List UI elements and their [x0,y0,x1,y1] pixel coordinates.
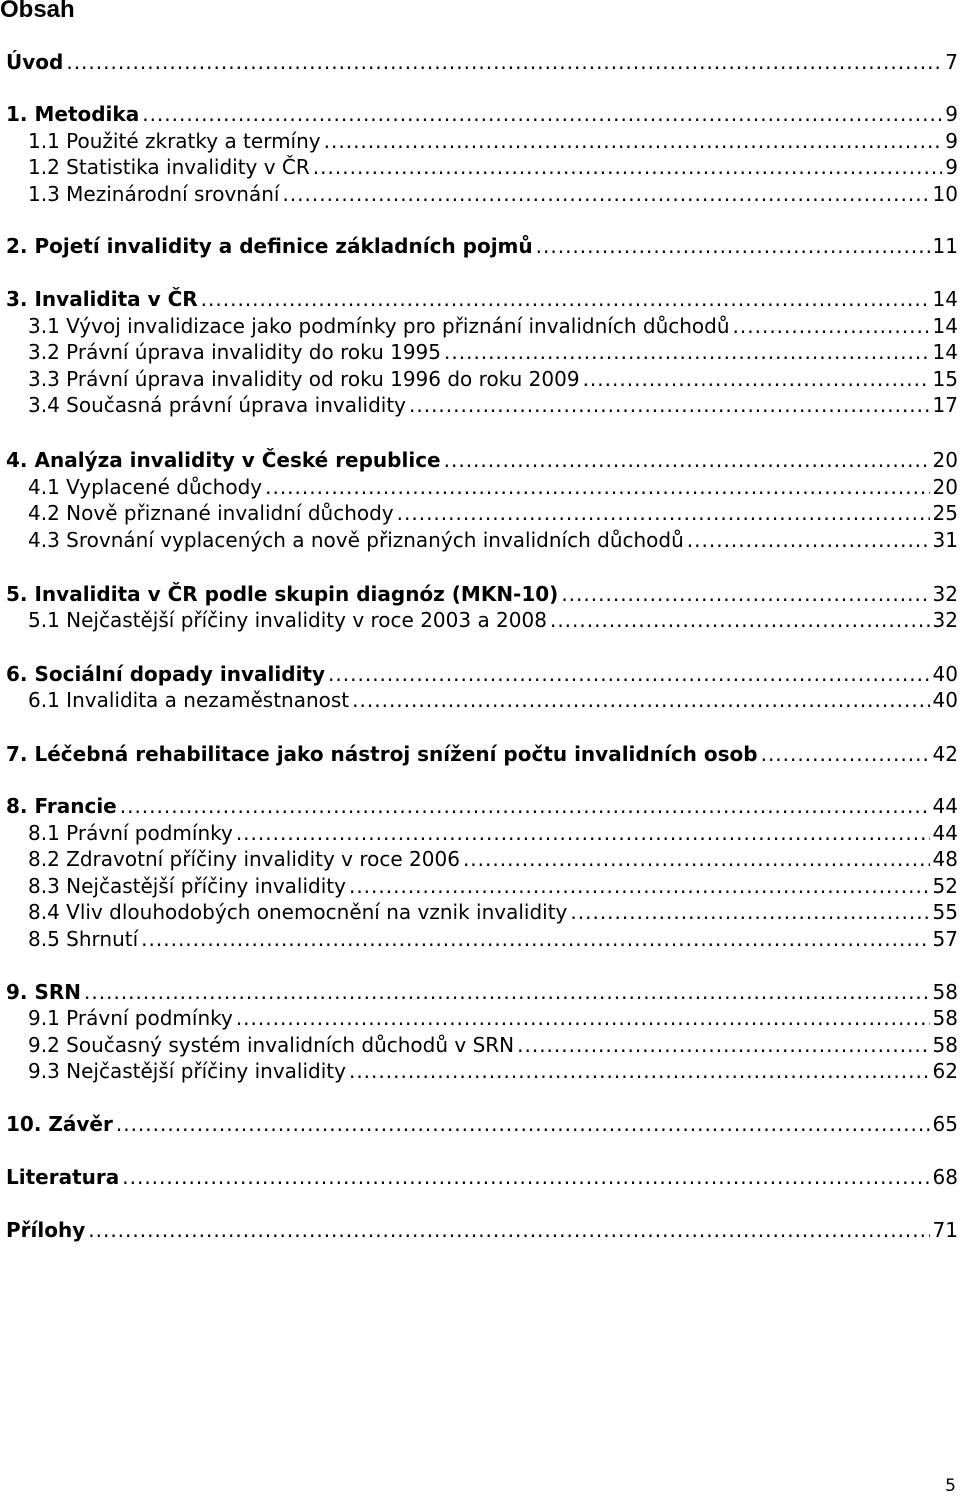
toc-entry-page: 42 [932,742,958,766]
toc-entry-page: 10 [932,182,958,206]
toc-entry-page: 48 [932,847,958,871]
toc-leader [313,154,942,180]
toc-entry-page: 17 [932,393,958,417]
toc-entry-label: 2. Pojetí invalidity a definice základních pojmů [6,234,533,258]
toc-entry-page: 32 [932,582,958,606]
toc-leader [265,474,929,500]
toc-entry-page: 25 [932,501,958,525]
toc-entry-8-1[interactable] [28,820,958,846]
toc-entry-label: 8. Francie [6,794,117,818]
toc-entry-literatura[interactable] [6,1164,958,1190]
toc-leader [397,500,930,526]
toc-leader [444,339,930,365]
toc-entry-label: 1.2 Statistika invalidity v ČR [28,155,310,179]
toc-entry-label: 5.1 Nejčastější příčiny invalidity v roce 2003 a 2008 [28,608,547,632]
toc-entry-3-3[interactable] [28,366,958,392]
toc-entry-label: 7. Léčebná rehabilitace jako nástroj snížení počtu invalidních osob [6,742,758,766]
toc-entry-label: 1.1 Použité zkratky a termíny [28,129,321,153]
toc-leader [236,820,930,846]
toc-entry-page: 20 [932,475,958,499]
toc-entry-page: 9 [945,102,958,126]
toc-entry-1[interactable] [6,101,958,127]
toc-leader [122,1164,929,1190]
toc-entry-page: 58 [932,1033,958,1057]
toc-entry-page: 9 [945,129,958,153]
toc-leader [561,581,929,607]
toc-entry-label: 4.3 Srovnání vyplacených a nově přiznaných invalidních důchodů [28,528,684,552]
toc-entry-5[interactable] [6,581,958,607]
toc-entry-label: 8.4 Vliv dlouhodobých onemocnění na vznik invalidity [28,900,568,924]
toc-entry-5-1[interactable] [28,607,958,633]
toc-entry-8-5[interactable] [28,926,958,952]
page-number: 5 [945,1476,956,1496]
toc-leader [236,1005,930,1031]
toc-leader [324,128,943,154]
toc-entry-1-2[interactable] [28,154,958,180]
toc-entry-9-3[interactable] [28,1058,958,1084]
toc-leader [282,181,929,207]
toc-entry-8-2[interactable] [28,846,958,872]
toc-entry-page: 57 [932,927,958,951]
toc-entry-page: 62 [932,1059,958,1083]
toc-entry-4-2[interactable] [28,500,958,526]
toc-entry-page: 44 [932,794,958,818]
toc-entry-3[interactable] [6,286,958,312]
toc-leader [444,447,930,473]
toc-entry-6-1[interactable] [28,687,958,713]
toc-leader [463,846,930,872]
toc-entry-3-4[interactable] [28,392,958,418]
toc-entry-page: 40 [932,662,958,686]
toc-entry-page: 58 [932,1006,958,1030]
toc-entry-page: 65 [932,1112,958,1136]
toc-entry-label: 3.3 Právní úprava invalidity od roku 1996 do roku 2009 [28,367,580,391]
toc-entry-uvod[interactable] [6,49,958,75]
toc-entry-page: 68 [932,1165,958,1189]
toc-entry-8-3[interactable] [28,873,958,899]
toc-leader [409,392,930,418]
toc-leader [550,607,930,633]
toc-leader [328,661,930,687]
toc-entry-page: 71 [932,1218,958,1242]
toc-entry-label: 9. SRN [6,980,82,1004]
toc-entry-label: 4.1 Vyplacené důchody [28,475,263,499]
toc-leader [687,527,930,553]
toc-entry-8[interactable] [6,793,958,819]
toc-entry-page: 7 [945,50,958,74]
toc-entry-page: 52 [932,874,958,898]
toc-leader [201,286,930,312]
toc-leader [733,313,930,339]
toc-entry-prilohy[interactable] [6,1217,958,1243]
toc-entry-4[interactable] [6,447,958,473]
toc-leader [352,687,929,713]
toc-entry-label: 9.2 Současný systém invalidních důchodů v SRN [28,1033,515,1057]
toc-entry-10[interactable] [6,1111,958,1137]
toc-entry-label: 10. Závěr [6,1112,113,1136]
toc-entry-page: 32 [932,608,958,632]
toc-entry-page: 15 [932,367,958,391]
toc-entry-4-3[interactable] [28,527,958,553]
toc-entry-1-1[interactable] [28,128,958,154]
toc-entry-8-4[interactable] [28,899,958,925]
toc-entry-label: 5. Invalidita v ČR podle skupin diagnóz (MKN-10) [6,582,559,606]
toc-entry-label: Úvod [6,50,64,74]
toc-entry-page: 31 [932,528,958,552]
toc-leader [349,1058,930,1084]
toc-entry-page: 9 [945,155,958,179]
toc-leader [84,979,930,1005]
toc-entry-9[interactable] [6,979,958,1005]
toc-entry-page: 11 [932,234,958,258]
toc-entry-label: 8.2 Zdravotní příčiny invalidity v roce 2006 [28,847,460,871]
toc-leader [761,741,930,767]
toc-entry-label: Přílohy [6,1218,86,1242]
toc-leader [536,233,930,259]
toc-leader [570,899,929,925]
toc-entry-9-1[interactable] [28,1005,958,1031]
toc-entry-page: 20 [932,448,958,472]
toc-entry-2[interactable] [6,233,958,259]
toc-entry-7[interactable] [6,741,958,767]
toc-entry-page: 58 [932,980,958,1004]
toc-entry-label: 4. Analýza invalidity v České republice [6,448,441,472]
toc-leader [142,101,942,127]
toc-entry-label: 8.5 Shrnutí [28,927,139,951]
toc-entry-page: 14 [932,314,958,338]
toc-leader [517,1032,929,1058]
toc-entry-page: 14 [932,340,958,364]
toc-leader [116,1111,930,1137]
toc-entry-3-1[interactable] [28,313,958,339]
toc-entry-label: 3. Invalidita v ČR [6,287,198,311]
toc-leader [583,366,930,392]
toc-entry-label: 4.2 Nově přiznané invalidní důchody [28,501,394,525]
toc-leader [349,873,930,899]
toc-entry-6[interactable] [6,661,958,687]
toc-entry-page: 14 [932,287,958,311]
toc-entry-1-3[interactable] [28,181,958,207]
toc-entry-label: 1.3 Mezinárodní srovnání [28,182,280,206]
toc-entry-label: 6. Sociální dopady invalidity [6,662,326,686]
toc-entry-label: 9.1 Právní podmínky [28,1006,233,1030]
toc-entry-label: Literatura [6,1165,120,1189]
toc-entry-label: 3.1 Vývoj invalidizace jako podmínky pro přiznání invalidních důchodů [28,314,730,338]
toc-entry-label: 6.1 Invalidita a nezaměstnanost [28,688,350,712]
toc-entry-page: 44 [932,821,958,845]
toc-entry-label: 1. Metodika [6,102,140,126]
toc-entry-label: 3.4 Současná právní úprava invalidity [28,393,406,417]
toc-entry-label: 8.1 Právní podmínky [28,821,233,845]
toc-leader [120,793,930,819]
toc-leader [88,1217,929,1243]
page-title: Obsah [0,0,75,23]
toc-entry-label: 8.3 Nejčastější příčiny invalidity [28,874,346,898]
toc-leader [141,926,929,952]
toc-entry-3-2[interactable] [28,339,958,365]
toc-entry-4-1[interactable] [28,474,958,500]
toc-entry-label: 3.2 Právní úprava invalidity do roku 1995 [28,340,442,364]
toc-entry-label: 9.3 Nejčastější příčiny invalidity [28,1059,346,1083]
toc-entry-page: 55 [932,900,958,924]
toc-entry-9-2[interactable] [28,1032,958,1058]
toc-leader [66,49,942,75]
toc-entry-page: 40 [932,688,958,712]
